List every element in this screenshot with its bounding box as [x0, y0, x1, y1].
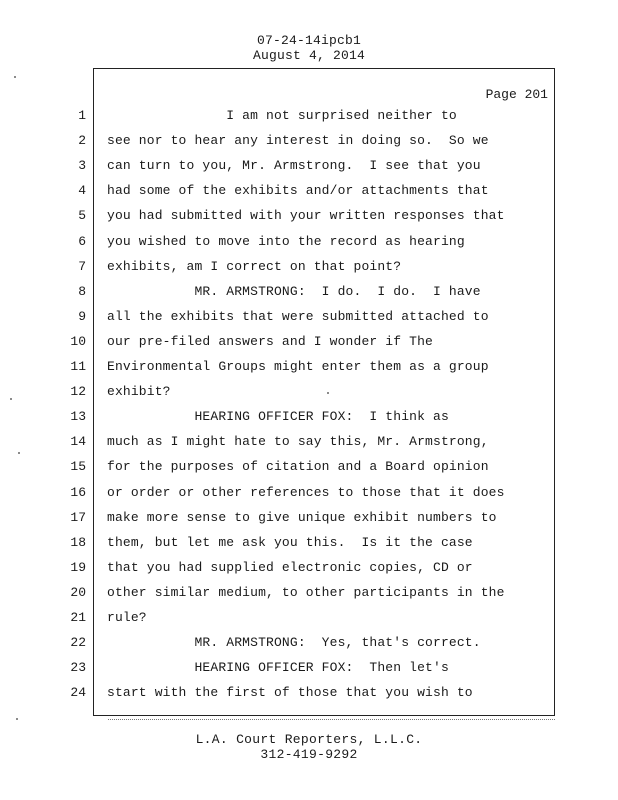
scan-speck [16, 718, 18, 720]
line-text: much as I might hate to say this, Mr. Armstrong, [107, 434, 489, 449]
line-number: 12 [70, 384, 86, 399]
line-number: 22 [70, 635, 86, 650]
line-text: you had submitted with your written responses that [107, 208, 505, 223]
line-text: that you had supplied electronic copies, CD or [107, 560, 473, 575]
line-text: start with the first of those that you wish to [107, 685, 473, 700]
reporter-company: L.A. Court Reporters, L.L.C. [195, 732, 423, 747]
line-text: Environmental Groups might enter them as a group [107, 359, 489, 374]
line-number: 13 [70, 409, 86, 424]
line-text: HEARING OFFICER FOX: I think as [107, 409, 449, 424]
scan-speck [14, 76, 16, 78]
line-text: all the exhibits that were submitted attached to [107, 309, 489, 324]
line-number: 17 [70, 510, 86, 525]
line-text: I am not surprised neither to [107, 108, 457, 123]
line-number: 10 [70, 334, 86, 349]
line-number: 14 [70, 434, 86, 449]
line-number: 4 [78, 183, 86, 198]
line-text: you wished to move into the record as hearing [107, 234, 465, 249]
line-text: or order or other references to those that it does [107, 485, 505, 500]
line-text: them, but let me ask you this. Is it the case [107, 535, 473, 550]
scan-speck [327, 392, 329, 394]
line-number: 8 [78, 284, 86, 299]
line-text: for the purposes of citation and a Board opinion [107, 459, 489, 474]
line-text: MR. ARMSTRONG: I do. I do. I have [107, 284, 481, 299]
line-number: 3 [78, 158, 86, 173]
scan-speck [18, 452, 20, 454]
line-number: 23 [70, 660, 86, 675]
line-number: 15 [70, 459, 86, 474]
case-header-id: 07-24-14ipcb1 [256, 33, 362, 48]
line-number: 1 [78, 108, 86, 123]
line-number: 19 [70, 560, 86, 575]
line-number: 18 [70, 535, 86, 550]
line-text: our pre-filed answers and I wonder if The [107, 334, 434, 349]
line-number: 16 [70, 485, 86, 500]
line-text: other similar medium, to other participants in the [107, 585, 505, 600]
line-number: 7 [78, 259, 86, 274]
footer-divider [108, 719, 555, 720]
line-text: make more sense to give unique exhibit numbers to [107, 510, 497, 525]
line-number: 11 [70, 359, 86, 374]
line-text: see nor to hear any interest in doing so. So we [107, 133, 489, 148]
line-number: 21 [70, 610, 86, 625]
line-text: MR. ARMSTRONG: Yes, that's correct. [107, 635, 481, 650]
case-header-date: August 4, 2014 [252, 48, 366, 63]
line-number: 20 [70, 585, 86, 600]
line-text: rule? [107, 610, 147, 625]
line-number: 2 [78, 133, 86, 148]
line-number: 9 [78, 309, 86, 324]
scan-speck [10, 398, 12, 400]
line-text: exhibit? [107, 384, 171, 399]
reporter-phone: 312-419-9292 [260, 747, 358, 762]
line-number: 24 [70, 685, 86, 700]
line-text: HEARING OFFICER FOX: Then let's [107, 660, 449, 675]
line-number: 6 [78, 234, 86, 249]
line-text: can turn to you, Mr. Armstrong. I see that you [107, 158, 481, 173]
line-text: exhibits, am I correct on that point? [107, 259, 402, 274]
page-label: Page 201 [485, 87, 548, 102]
line-number: 5 [78, 208, 86, 223]
line-text: had some of the exhibits and/or attachments that [107, 183, 489, 198]
